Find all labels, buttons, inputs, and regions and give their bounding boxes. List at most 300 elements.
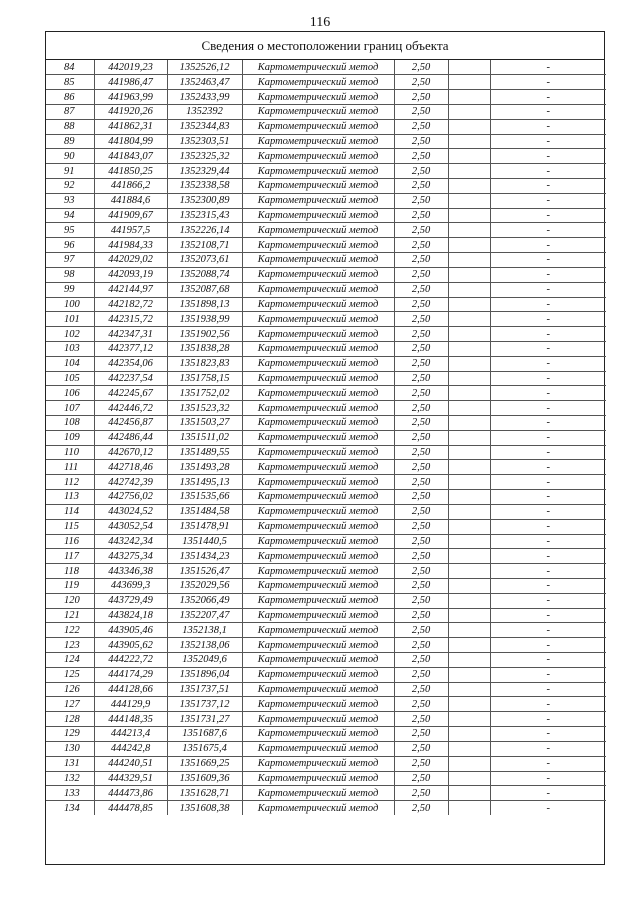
table-row: [46, 667, 606, 682]
point-number-cell: 134: [46, 801, 94, 816]
method-cell: Картометрический метод: [242, 134, 394, 149]
method-cell: Картометрический метод: [242, 460, 394, 475]
description-cell: -: [490, 416, 606, 431]
table-row: [46, 119, 606, 134]
x-coordinate-cell: 442486,44: [94, 430, 167, 445]
empty-cell: [448, 608, 490, 623]
description-cell: -: [490, 786, 606, 801]
y-coordinate-cell: 1352300,89: [167, 193, 242, 208]
empty-cell: [448, 401, 490, 416]
y-coordinate-cell: 1352088,74: [167, 267, 242, 282]
table-row: [46, 519, 606, 534]
description-cell: -: [490, 208, 606, 223]
accuracy-cell: 2,50: [394, 697, 448, 712]
empty-cell: [448, 179, 490, 194]
method-cell: Картометрический метод: [242, 297, 394, 312]
accuracy-cell: 2,50: [394, 75, 448, 90]
point-number-cell: 89: [46, 134, 94, 149]
table-row: [46, 208, 606, 223]
x-coordinate-cell: 442182,72: [94, 297, 167, 312]
empty-cell: [448, 460, 490, 475]
y-coordinate-cell: 1351511,02: [167, 430, 242, 445]
point-number-cell: 110: [46, 445, 94, 460]
point-number-cell: 88: [46, 119, 94, 134]
y-coordinate-cell: 1351526,47: [167, 564, 242, 579]
point-number-cell: 96: [46, 238, 94, 253]
description-cell: -: [490, 712, 606, 727]
y-coordinate-cell: 1351687,6: [167, 727, 242, 742]
table-row: [46, 445, 606, 460]
method-cell: Картометрический метод: [242, 416, 394, 431]
point-number-cell: 97: [46, 253, 94, 268]
empty-cell: [448, 549, 490, 564]
method-cell: Картометрический метод: [242, 401, 394, 416]
table-row: [46, 578, 606, 593]
method-cell: Картометрический метод: [242, 667, 394, 682]
x-coordinate-cell: 441909,67: [94, 208, 167, 223]
description-cell: -: [490, 667, 606, 682]
x-coordinate-cell: 442019,23: [94, 60, 167, 75]
empty-cell: [448, 534, 490, 549]
point-number-cell: 98: [46, 267, 94, 282]
empty-cell: [448, 786, 490, 801]
y-coordinate-cell: 1351493,28: [167, 460, 242, 475]
description-cell: -: [490, 534, 606, 549]
point-number-cell: 112: [46, 475, 94, 490]
description-cell: -: [490, 312, 606, 327]
y-coordinate-cell: 1352463,47: [167, 75, 242, 90]
point-number-cell: 95: [46, 223, 94, 238]
table-row: [46, 475, 606, 490]
accuracy-cell: 2,50: [394, 267, 448, 282]
y-coordinate-cell: 1351484,58: [167, 504, 242, 519]
table-row: [46, 297, 606, 312]
x-coordinate-cell: 443905,62: [94, 638, 167, 653]
table-row: [46, 149, 606, 164]
y-coordinate-cell: 1352138,06: [167, 638, 242, 653]
y-coordinate-cell: 1351896,04: [167, 667, 242, 682]
method-cell: Картометрический метод: [242, 430, 394, 445]
point-number-cell: 118: [46, 564, 94, 579]
y-coordinate-cell: 1351752,02: [167, 386, 242, 401]
table-row: [46, 164, 606, 179]
y-coordinate-cell: 1351838,28: [167, 341, 242, 356]
boundary-table-frame: [45, 31, 605, 865]
y-coordinate-cell: 1352325,32: [167, 149, 242, 164]
empty-cell: [448, 75, 490, 90]
accuracy-cell: 2,50: [394, 771, 448, 786]
description-cell: -: [490, 801, 606, 816]
empty-cell: [448, 490, 490, 505]
y-coordinate-cell: 1351478,91: [167, 519, 242, 534]
x-coordinate-cell: 442354,06: [94, 356, 167, 371]
empty-cell: [448, 282, 490, 297]
x-coordinate-cell: 441986,47: [94, 75, 167, 90]
accuracy-cell: 2,50: [394, 727, 448, 742]
table-row: [46, 786, 606, 801]
table-row: [46, 727, 606, 742]
accuracy-cell: 2,50: [394, 134, 448, 149]
table-row: [46, 238, 606, 253]
y-coordinate-cell: 1352392: [167, 104, 242, 119]
empty-cell: [448, 416, 490, 431]
point-number-cell: 128: [46, 712, 94, 727]
y-coordinate-cell: 1351902,56: [167, 327, 242, 342]
method-cell: Картометрический метод: [242, 490, 394, 505]
point-number-cell: 86: [46, 90, 94, 105]
table-row: [46, 653, 606, 668]
accuracy-cell: 2,50: [394, 193, 448, 208]
point-number-cell: 117: [46, 549, 94, 564]
accuracy-cell: 2,50: [394, 119, 448, 134]
empty-cell: [448, 504, 490, 519]
table-row: [46, 223, 606, 238]
method-cell: Картометрический метод: [242, 445, 394, 460]
accuracy-cell: 2,50: [394, 608, 448, 623]
method-cell: Картометрический метод: [242, 653, 394, 668]
point-number-cell: 131: [46, 756, 94, 771]
table-row: [46, 682, 606, 697]
y-coordinate-cell: 1351628,71: [167, 786, 242, 801]
empty-cell: [448, 445, 490, 460]
description-cell: -: [490, 460, 606, 475]
empty-cell: [448, 741, 490, 756]
description-cell: -: [490, 401, 606, 416]
y-coordinate-cell: 1352344,83: [167, 119, 242, 134]
table-row: [46, 593, 606, 608]
point-number-cell: 132: [46, 771, 94, 786]
table-row: [46, 356, 606, 371]
description-cell: -: [490, 341, 606, 356]
method-cell: Картометрический метод: [242, 193, 394, 208]
table-title: Сведения о местоположении границ объекта: [46, 32, 604, 60]
table-row: [46, 638, 606, 653]
point-number-cell: 133: [46, 786, 94, 801]
method-cell: Картометрический метод: [242, 90, 394, 105]
point-number-cell: 106: [46, 386, 94, 401]
y-coordinate-cell: 1352526,12: [167, 60, 242, 75]
point-number-cell: 92: [46, 179, 94, 194]
method-cell: Картометрический метод: [242, 60, 394, 75]
point-number-cell: 102: [46, 327, 94, 342]
accuracy-cell: 2,50: [394, 801, 448, 816]
accuracy-cell: 2,50: [394, 104, 448, 119]
y-coordinate-cell: 1352433,99: [167, 90, 242, 105]
x-coordinate-cell: 442446,72: [94, 401, 167, 416]
x-coordinate-cell: 442718,46: [94, 460, 167, 475]
method-cell: Картометрический метод: [242, 179, 394, 194]
x-coordinate-cell: 443729,49: [94, 593, 167, 608]
table-row: [46, 771, 606, 786]
x-coordinate-cell: 441866,2: [94, 179, 167, 194]
y-coordinate-cell: 1352066,49: [167, 593, 242, 608]
accuracy-cell: 2,50: [394, 682, 448, 697]
method-cell: Картометрический метод: [242, 208, 394, 223]
description-cell: -: [490, 638, 606, 653]
x-coordinate-cell: 444222,72: [94, 653, 167, 668]
point-number-cell: 129: [46, 727, 94, 742]
x-coordinate-cell: 441957,5: [94, 223, 167, 238]
empty-cell: [448, 193, 490, 208]
method-cell: Картометрический метод: [242, 697, 394, 712]
y-coordinate-cell: 1351823,83: [167, 356, 242, 371]
x-coordinate-cell: 441884,6: [94, 193, 167, 208]
y-coordinate-cell: 1351737,12: [167, 697, 242, 712]
y-coordinate-cell: 1351434,23: [167, 549, 242, 564]
table-row: [46, 386, 606, 401]
description-cell: -: [490, 475, 606, 490]
table-row: [46, 504, 606, 519]
accuracy-cell: 2,50: [394, 638, 448, 653]
point-number-cell: 120: [46, 593, 94, 608]
x-coordinate-cell: 442245,67: [94, 386, 167, 401]
description-cell: -: [490, 771, 606, 786]
point-number-cell: 90: [46, 149, 94, 164]
empty-cell: [448, 149, 490, 164]
point-number-cell: 91: [46, 164, 94, 179]
method-cell: Картометрический метод: [242, 327, 394, 342]
accuracy-cell: 2,50: [394, 238, 448, 253]
table-row: [46, 179, 606, 194]
empty-cell: [448, 564, 490, 579]
method-cell: Картометрический метод: [242, 149, 394, 164]
empty-cell: [448, 356, 490, 371]
accuracy-cell: 2,50: [394, 578, 448, 593]
point-number-cell: 111: [46, 460, 94, 475]
description-cell: -: [490, 356, 606, 371]
accuracy-cell: 2,50: [394, 208, 448, 223]
accuracy-cell: 2,50: [394, 356, 448, 371]
description-cell: -: [490, 386, 606, 401]
y-coordinate-cell: 1351609,36: [167, 771, 242, 786]
y-coordinate-cell: 1351489,55: [167, 445, 242, 460]
accuracy-cell: 2,50: [394, 327, 448, 342]
description-cell: -: [490, 179, 606, 194]
description-cell: -: [490, 134, 606, 149]
method-cell: Картометрический метод: [242, 253, 394, 268]
x-coordinate-cell: 441843,07: [94, 149, 167, 164]
description-cell: -: [490, 519, 606, 534]
point-number-cell: 121: [46, 608, 94, 623]
empty-cell: [448, 238, 490, 253]
accuracy-cell: 2,50: [394, 253, 448, 268]
empty-cell: [448, 297, 490, 312]
accuracy-cell: 2,50: [394, 460, 448, 475]
table-row: [46, 623, 606, 638]
table-row: [46, 134, 606, 149]
x-coordinate-cell: 444129,9: [94, 697, 167, 712]
accuracy-cell: 2,50: [394, 164, 448, 179]
point-number-cell: 84: [46, 60, 94, 75]
y-coordinate-cell: 1351731,27: [167, 712, 242, 727]
empty-cell: [448, 386, 490, 401]
x-coordinate-cell: 443052,54: [94, 519, 167, 534]
method-cell: Картометрический метод: [242, 534, 394, 549]
description-cell: -: [490, 490, 606, 505]
y-coordinate-cell: 1352338,58: [167, 179, 242, 194]
description-cell: -: [490, 371, 606, 386]
accuracy-cell: 2,50: [394, 416, 448, 431]
point-number-cell: 127: [46, 697, 94, 712]
empty-cell: [448, 327, 490, 342]
table-row: [46, 697, 606, 712]
table-row: [46, 75, 606, 90]
description-cell: -: [490, 727, 606, 742]
x-coordinate-cell: 444240,51: [94, 756, 167, 771]
point-number-cell: 94: [46, 208, 94, 223]
description-cell: -: [490, 578, 606, 593]
empty-cell: [448, 253, 490, 268]
method-cell: Картометрический метод: [242, 519, 394, 534]
method-cell: Картометрический метод: [242, 549, 394, 564]
description-cell: -: [490, 623, 606, 638]
table-row: [46, 267, 606, 282]
point-number-cell: 85: [46, 75, 94, 90]
description-cell: -: [490, 608, 606, 623]
x-coordinate-cell: 444329,51: [94, 771, 167, 786]
point-number-cell: 108: [46, 416, 94, 431]
x-coordinate-cell: 442093,19: [94, 267, 167, 282]
empty-cell: [448, 712, 490, 727]
x-coordinate-cell: 442144,97: [94, 282, 167, 297]
description-cell: -: [490, 697, 606, 712]
accuracy-cell: 2,50: [394, 445, 448, 460]
empty-cell: [448, 90, 490, 105]
method-cell: Картометрический метод: [242, 267, 394, 282]
description-cell: -: [490, 756, 606, 771]
y-coordinate-cell: 1352315,43: [167, 208, 242, 223]
y-coordinate-cell: 1351758,15: [167, 371, 242, 386]
table-row: [46, 460, 606, 475]
y-coordinate-cell: 1352108,71: [167, 238, 242, 253]
empty-cell: [448, 371, 490, 386]
description-cell: -: [490, 504, 606, 519]
x-coordinate-cell: 444128,66: [94, 682, 167, 697]
method-cell: Картометрический метод: [242, 623, 394, 638]
empty-cell: [448, 341, 490, 356]
x-coordinate-cell: 443699,3: [94, 578, 167, 593]
point-number-cell: 124: [46, 653, 94, 668]
method-cell: Картометрический метод: [242, 608, 394, 623]
method-cell: Картометрический метод: [242, 386, 394, 401]
x-coordinate-cell: 443242,34: [94, 534, 167, 549]
description-cell: -: [490, 90, 606, 105]
accuracy-cell: 2,50: [394, 549, 448, 564]
empty-cell: [448, 578, 490, 593]
y-coordinate-cell: 1351503,27: [167, 416, 242, 431]
point-number-cell: 126: [46, 682, 94, 697]
point-number-cell: 114: [46, 504, 94, 519]
point-number-cell: 125: [46, 667, 94, 682]
empty-cell: [448, 667, 490, 682]
description-cell: -: [490, 253, 606, 268]
y-coordinate-cell: 1352138,1: [167, 623, 242, 638]
accuracy-cell: 2,50: [394, 386, 448, 401]
table-row: [46, 341, 606, 356]
x-coordinate-cell: 444213,4: [94, 727, 167, 742]
description-cell: -: [490, 75, 606, 90]
point-number-cell: 119: [46, 578, 94, 593]
x-coordinate-cell: 442456,87: [94, 416, 167, 431]
y-coordinate-cell: 1352049,6: [167, 653, 242, 668]
y-coordinate-cell: 1351523,32: [167, 401, 242, 416]
y-coordinate-cell: 1351535,66: [167, 490, 242, 505]
accuracy-cell: 2,50: [394, 430, 448, 445]
method-cell: Картометрический метод: [242, 682, 394, 697]
accuracy-cell: 2,50: [394, 401, 448, 416]
x-coordinate-cell: 441862,31: [94, 119, 167, 134]
empty-cell: [448, 164, 490, 179]
y-coordinate-cell: 1351669,25: [167, 756, 242, 771]
description-cell: -: [490, 60, 606, 75]
point-number-cell: 101: [46, 312, 94, 327]
page-number: 116: [309, 15, 331, 30]
description-cell: -: [490, 297, 606, 312]
empty-cell: [448, 756, 490, 771]
point-number-cell: 100: [46, 297, 94, 312]
point-number-cell: 109: [46, 430, 94, 445]
y-coordinate-cell: 1351675,4: [167, 741, 242, 756]
table-row: [46, 401, 606, 416]
empty-cell: [448, 638, 490, 653]
y-coordinate-cell: 1352087,68: [167, 282, 242, 297]
y-coordinate-cell: 1351440,5: [167, 534, 242, 549]
x-coordinate-cell: 442377,12: [94, 341, 167, 356]
empty-cell: [448, 104, 490, 119]
table-row: [46, 104, 606, 119]
table-row: [46, 490, 606, 505]
table-row: [46, 282, 606, 297]
table-row: [46, 430, 606, 445]
description-cell: -: [490, 267, 606, 282]
accuracy-cell: 2,50: [394, 223, 448, 238]
accuracy-cell: 2,50: [394, 90, 448, 105]
description-cell: -: [490, 164, 606, 179]
empty-cell: [448, 475, 490, 490]
x-coordinate-cell: 441920,26: [94, 104, 167, 119]
empty-cell: [448, 223, 490, 238]
accuracy-cell: 2,50: [394, 564, 448, 579]
method-cell: Картометрический метод: [242, 578, 394, 593]
empty-cell: [448, 727, 490, 742]
x-coordinate-cell: 442315,72: [94, 312, 167, 327]
description-cell: -: [490, 564, 606, 579]
table-row: [46, 564, 606, 579]
point-number-cell: 116: [46, 534, 94, 549]
y-coordinate-cell: 1351608,38: [167, 801, 242, 816]
y-coordinate-cell: 1352073,61: [167, 253, 242, 268]
table-row: [46, 312, 606, 327]
method-cell: Картометрический метод: [242, 756, 394, 771]
accuracy-cell: 2,50: [394, 297, 448, 312]
table-row: [46, 90, 606, 105]
accuracy-cell: 2,50: [394, 712, 448, 727]
empty-cell: [448, 267, 490, 282]
accuracy-cell: 2,50: [394, 519, 448, 534]
method-cell: Картометрический метод: [242, 356, 394, 371]
accuracy-cell: 2,50: [394, 282, 448, 297]
y-coordinate-cell: 1352329,44: [167, 164, 242, 179]
point-number-cell: 107: [46, 401, 94, 416]
table-row: [46, 712, 606, 727]
method-cell: Картометрический метод: [242, 223, 394, 238]
empty-cell: [448, 60, 490, 75]
empty-cell: [448, 593, 490, 608]
accuracy-cell: 2,50: [394, 534, 448, 549]
y-coordinate-cell: 1351938,99: [167, 312, 242, 327]
empty-cell: [448, 119, 490, 134]
x-coordinate-cell: 443346,38: [94, 564, 167, 579]
